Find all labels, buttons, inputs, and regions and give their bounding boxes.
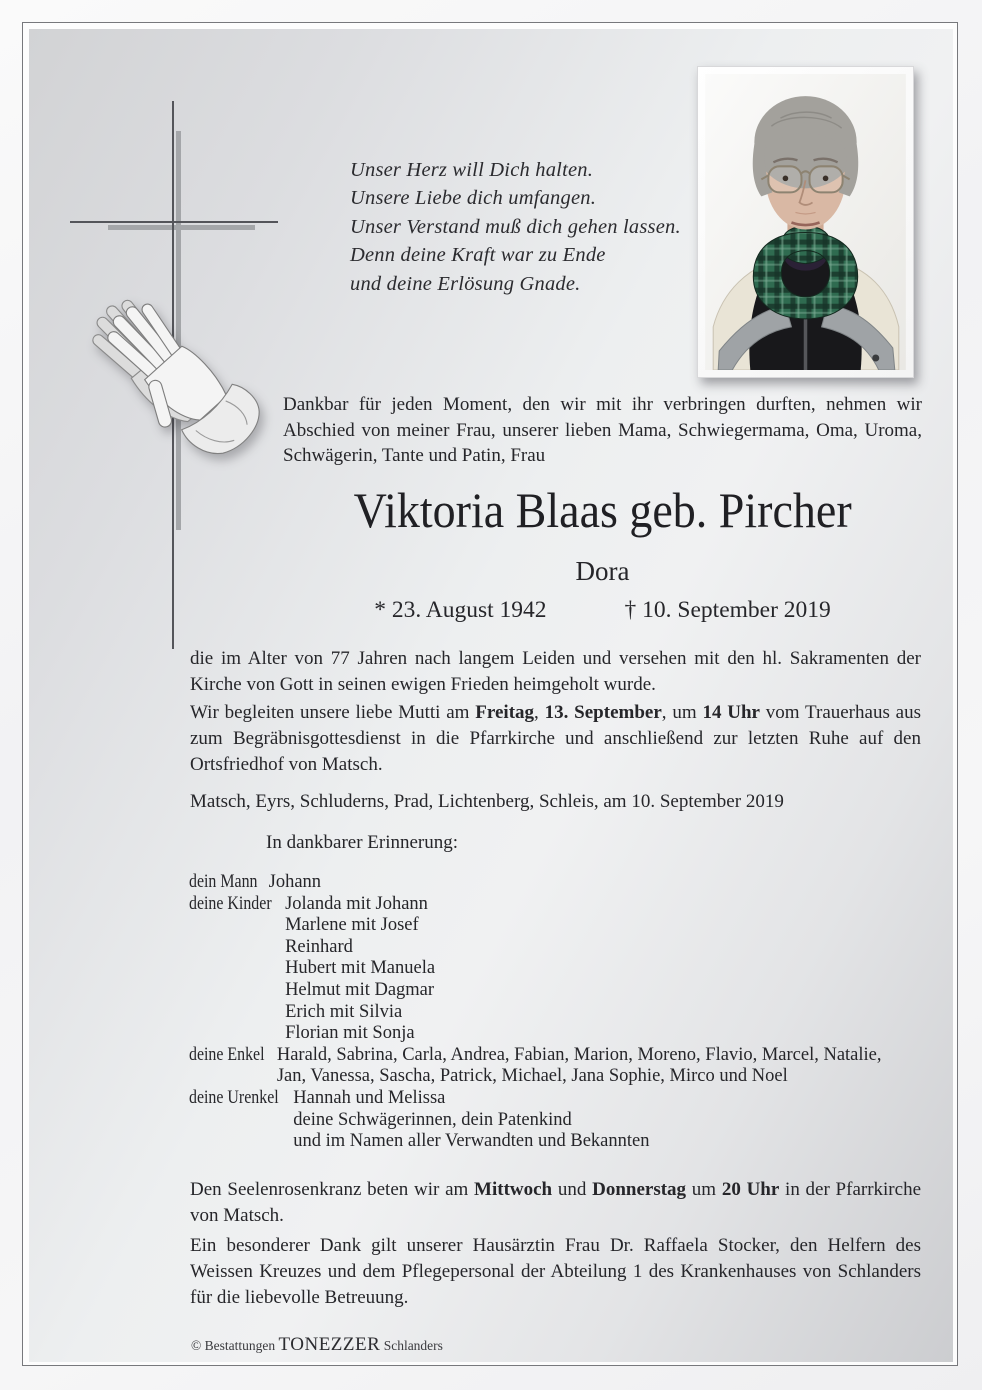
family-name-line: Hannah und Melissa xyxy=(293,1087,446,1108)
family-list xyxy=(189,872,882,1153)
paragraph-funeral xyxy=(190,700,921,777)
paragraph-thanks: Ein besonderer Dank gilt unserer Hausärztin Frau Dr. Raffaela Stocker, den Helfern des Weissen Kreuzes und dem Pflegepersonal der Abteilung 1 des Krankenhauses von Schlanders für die liebevolle Betreuung. xyxy=(190,1235,921,1308)
death-date: † 10. September 2019 xyxy=(624,597,831,623)
family-name-line: Hubert mit Manuela xyxy=(285,958,436,979)
poem-line: Unser Verstand muß dich gehen lassen. xyxy=(350,215,681,238)
family-names xyxy=(293,1088,649,1153)
family-relation-label: deine Enkel xyxy=(189,1044,265,1065)
publisher-brand: TONEZZER xyxy=(278,1334,381,1355)
publisher-location: Schlanders xyxy=(383,1338,443,1353)
bold-text: Donnerstag xyxy=(592,1179,687,1200)
family-row xyxy=(189,1045,882,1088)
copyright-text: © Bestattungen xyxy=(191,1338,276,1353)
poem-line: Unsere Liebe dich umfangen. xyxy=(350,187,597,210)
plain-text: in der Pfarrkirche von Matsch. xyxy=(190,1179,922,1226)
bold-text: 20 Uhr xyxy=(721,1179,780,1200)
deceased-nickname: Dora xyxy=(575,556,630,586)
plain-text: vom Trauerhaus aus zum Begräbnisgottesdienst in die Pfarrkirche und anschließend zur letzten Ruhe auf den Ortsfriedhof von Matsch. xyxy=(190,702,921,775)
poem xyxy=(350,156,681,298)
bold-text: Mittwoch xyxy=(474,1179,553,1200)
cross-horizontal-shadow xyxy=(108,225,255,230)
paragraph-places-date: Matsch, Eyrs, Schluderns, Prad, Lichtenberg, Schleis, am 10. September 2019 xyxy=(190,791,784,812)
family-name-line: Florian mit Sonja xyxy=(285,1023,415,1044)
family-row xyxy=(189,872,882,894)
memory-heading: In dankbarer Erinnerung: xyxy=(266,832,459,853)
family-relation-label: dein Mann xyxy=(189,872,258,892)
plain-text: , um xyxy=(661,702,703,723)
family-relation-label: deine Urenkel xyxy=(189,1087,279,1108)
family-row xyxy=(189,894,882,1045)
poem-line: und deine Erlösung Gnade. xyxy=(350,272,581,295)
family-name-line: deine Schwägerinnen, dein Patenkind xyxy=(293,1109,572,1130)
family-names xyxy=(277,1045,882,1088)
paragraph-passing: die im Alter von 77 Jahren nach langem Leiden und versehen mit den hl. Sakramenten der Kirche von Gott in seinen ewigen Frieden heimgeholt wurde. xyxy=(190,648,921,695)
family-name-line: Harald, Sabrina, Carla, Andrea, Fabian, Marion, Moreno, Flavio, Marcel, Natalie, xyxy=(276,1044,882,1065)
cross-horizontal-line xyxy=(70,221,278,223)
deceased-name xyxy=(283,482,922,540)
poem-line: Unser Herz will Dich halten. xyxy=(350,159,594,181)
plain-text: Wir begleiten unsere liebe Mutti am xyxy=(190,702,476,723)
bold-text: Freitag xyxy=(475,702,535,723)
portrait-illustration xyxy=(705,74,906,370)
family-name-line: und im Namen aller Verwandten und Bekannten xyxy=(293,1131,650,1152)
family-name-line: Jan, Vanessa, Sascha, Patrick, Michael, Jana Sophie, Mirco und Noel xyxy=(276,1066,788,1087)
family-name-line: Johann xyxy=(268,872,322,892)
publisher-credit xyxy=(191,1334,443,1356)
family-name-line: Helmut mit Dagmar xyxy=(285,979,435,1000)
plain-text: , xyxy=(534,702,545,723)
poem-line: Denn deine Kraft war zu Ende xyxy=(350,244,606,267)
family-name-line: Jolanda mit Johann xyxy=(285,893,428,914)
family-row xyxy=(189,1088,882,1153)
family-name-line: Marlene mit Josef xyxy=(285,915,419,936)
bold-text: 14 Uhr xyxy=(702,702,760,723)
family-name-line: Erich mit Silvia xyxy=(285,1001,403,1022)
portrait-photo xyxy=(697,66,914,378)
plain-text: Den Seelenrosenkranz beten wir am xyxy=(190,1179,475,1200)
family-relation-label: deine Kinder xyxy=(189,893,272,914)
deceased-name-text: Viktoria Blaas geb. Pircher xyxy=(353,482,852,538)
family-names xyxy=(285,894,435,1045)
praying-hands-icon xyxy=(88,262,288,492)
life-dates xyxy=(283,597,922,624)
bold-text: 13. September xyxy=(544,702,662,723)
family-name-line: Reinhard xyxy=(285,936,353,957)
family-names xyxy=(269,872,321,894)
plain-text: und xyxy=(552,1179,593,1200)
paragraph-rosary xyxy=(190,1177,921,1229)
plain-text: um xyxy=(686,1179,722,1200)
birth-date: * 23. August 1942 xyxy=(374,597,547,623)
intro-text: Dankbar für jeden Moment, den wir mit ihr verbringen durften, nehmen wir Abschied von meiner Frau, unserer lieben Mama, Schwiegermama, Oma, Uroma, Schwägerin, Tante und Patin, Frau xyxy=(283,394,922,466)
